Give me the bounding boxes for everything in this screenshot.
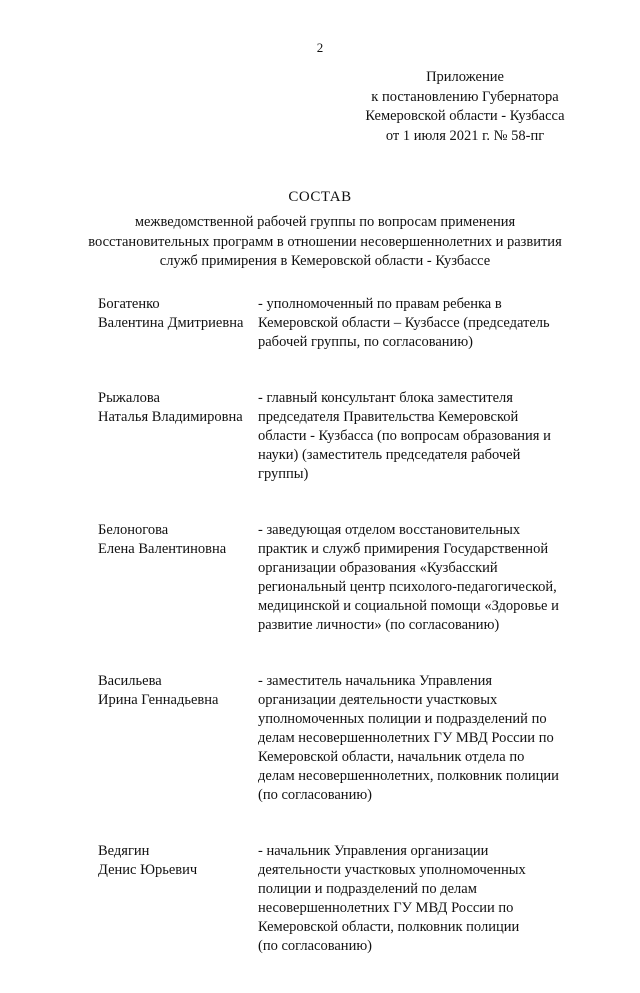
role-line: науки) (заместитель председателя рабочей	[258, 447, 521, 463]
member-surname: Васильева	[98, 673, 162, 689]
role-line: Кемеровской области – Кузбассе (председатель	[258, 315, 550, 331]
role-line: (по согласованию)	[258, 787, 372, 803]
appendix-line: Приложение	[426, 69, 504, 85]
member-surname: Белоногова	[98, 522, 169, 538]
member-role	[258, 842, 598, 956]
role-line: - уполномоченный по правам ребенка в	[258, 296, 502, 312]
member-name	[98, 842, 258, 956]
appendix-line: к постановлению Губернатора	[371, 88, 559, 105]
role-line: практик и служб примирения Государственной	[258, 541, 549, 557]
role-line: - главный консультант блока заместителя	[258, 390, 513, 406]
role-line: организации образования «Кузбасский	[258, 560, 498, 576]
role-line: развитие личности» (по согласованию)	[258, 617, 500, 633]
role-line: рабочей группы, по согласованию)	[258, 334, 473, 350]
appendix-block	[300, 68, 630, 146]
role-line: медицинской и социальной помощи «Здоровье и	[258, 598, 559, 614]
appendix-line: от 1 июля 2021 г. № 58-пг	[385, 127, 545, 144]
role-line: (по согласованию)	[258, 938, 372, 954]
member-role	[258, 295, 598, 352]
role-line: несовершеннолетних ГУ МВД России по	[258, 900, 514, 916]
member-entry	[98, 672, 598, 805]
member-role	[258, 672, 598, 805]
role-line: делам несовершеннолетних, полковник полиции	[258, 768, 559, 784]
member-given-names: Валентина Дмитриевна	[98, 315, 244, 331]
role-line: деятельности участковых уполномоченных	[258, 862, 526, 878]
page-number: 2	[316, 40, 324, 55]
members-list	[98, 295, 598, 993]
member-role	[258, 389, 598, 484]
member-given-names: Елена Валентиновна	[98, 541, 227, 557]
member-entry	[98, 842, 598, 956]
member-surname: Богатенко	[98, 296, 160, 312]
member-name	[98, 521, 258, 635]
role-line: уполномоченных полиции и подразделений по	[258, 711, 547, 727]
role-line: Кемеровской области, начальник отдела по	[258, 749, 525, 765]
role-line: - заместитель начальника Управления	[258, 673, 493, 689]
member-name	[98, 672, 258, 805]
subtitle-line: восстановительных программ в отношении несовершеннолетних и развития	[88, 233, 562, 250]
document-title: СОСТАВ	[288, 189, 352, 205]
subtitle-line: межведомственной рабочей группы по вопросам применения	[134, 214, 516, 230]
role-line: председателя Правительства Кемеровской	[258, 409, 519, 425]
member-name	[98, 389, 258, 484]
role-line: - заведующая отделом восстановительных	[258, 522, 521, 538]
member-entry	[98, 389, 598, 484]
role-line: - начальник Управления организации	[258, 843, 489, 859]
role-line: региональный центр психолого-педагогической,	[258, 579, 557, 595]
role-line: Кемеровской области, полковник полиции	[258, 919, 520, 935]
role-line: группы)	[258, 466, 309, 482]
member-given-names: Денис Юрьевич	[98, 862, 198, 878]
appendix-line: Кемеровской области - Кузбасса	[365, 108, 565, 124]
member-name	[98, 295, 258, 352]
member-role	[258, 521, 598, 635]
document-subtitle	[70, 213, 580, 272]
role-line: полиции и подразделений по делам	[258, 881, 477, 897]
member-given-names: Наталья Владимировна	[98, 409, 243, 425]
role-line: области - Кузбасса (по вопросам образования и	[258, 428, 551, 444]
subtitle-line: служб примирения в Кемеровской области - Кузбассе	[159, 253, 491, 269]
member-surname: Рыжалова	[98, 390, 160, 406]
member-entry	[98, 295, 598, 352]
role-line: делам несовершеннолетних ГУ МВД России по	[258, 730, 554, 746]
role-line: организации деятельности участковых	[258, 692, 498, 708]
member-entry	[98, 521, 598, 635]
member-surname: Ведягин	[98, 843, 150, 859]
member-given-names: Ирина Геннадьевна	[98, 692, 219, 708]
